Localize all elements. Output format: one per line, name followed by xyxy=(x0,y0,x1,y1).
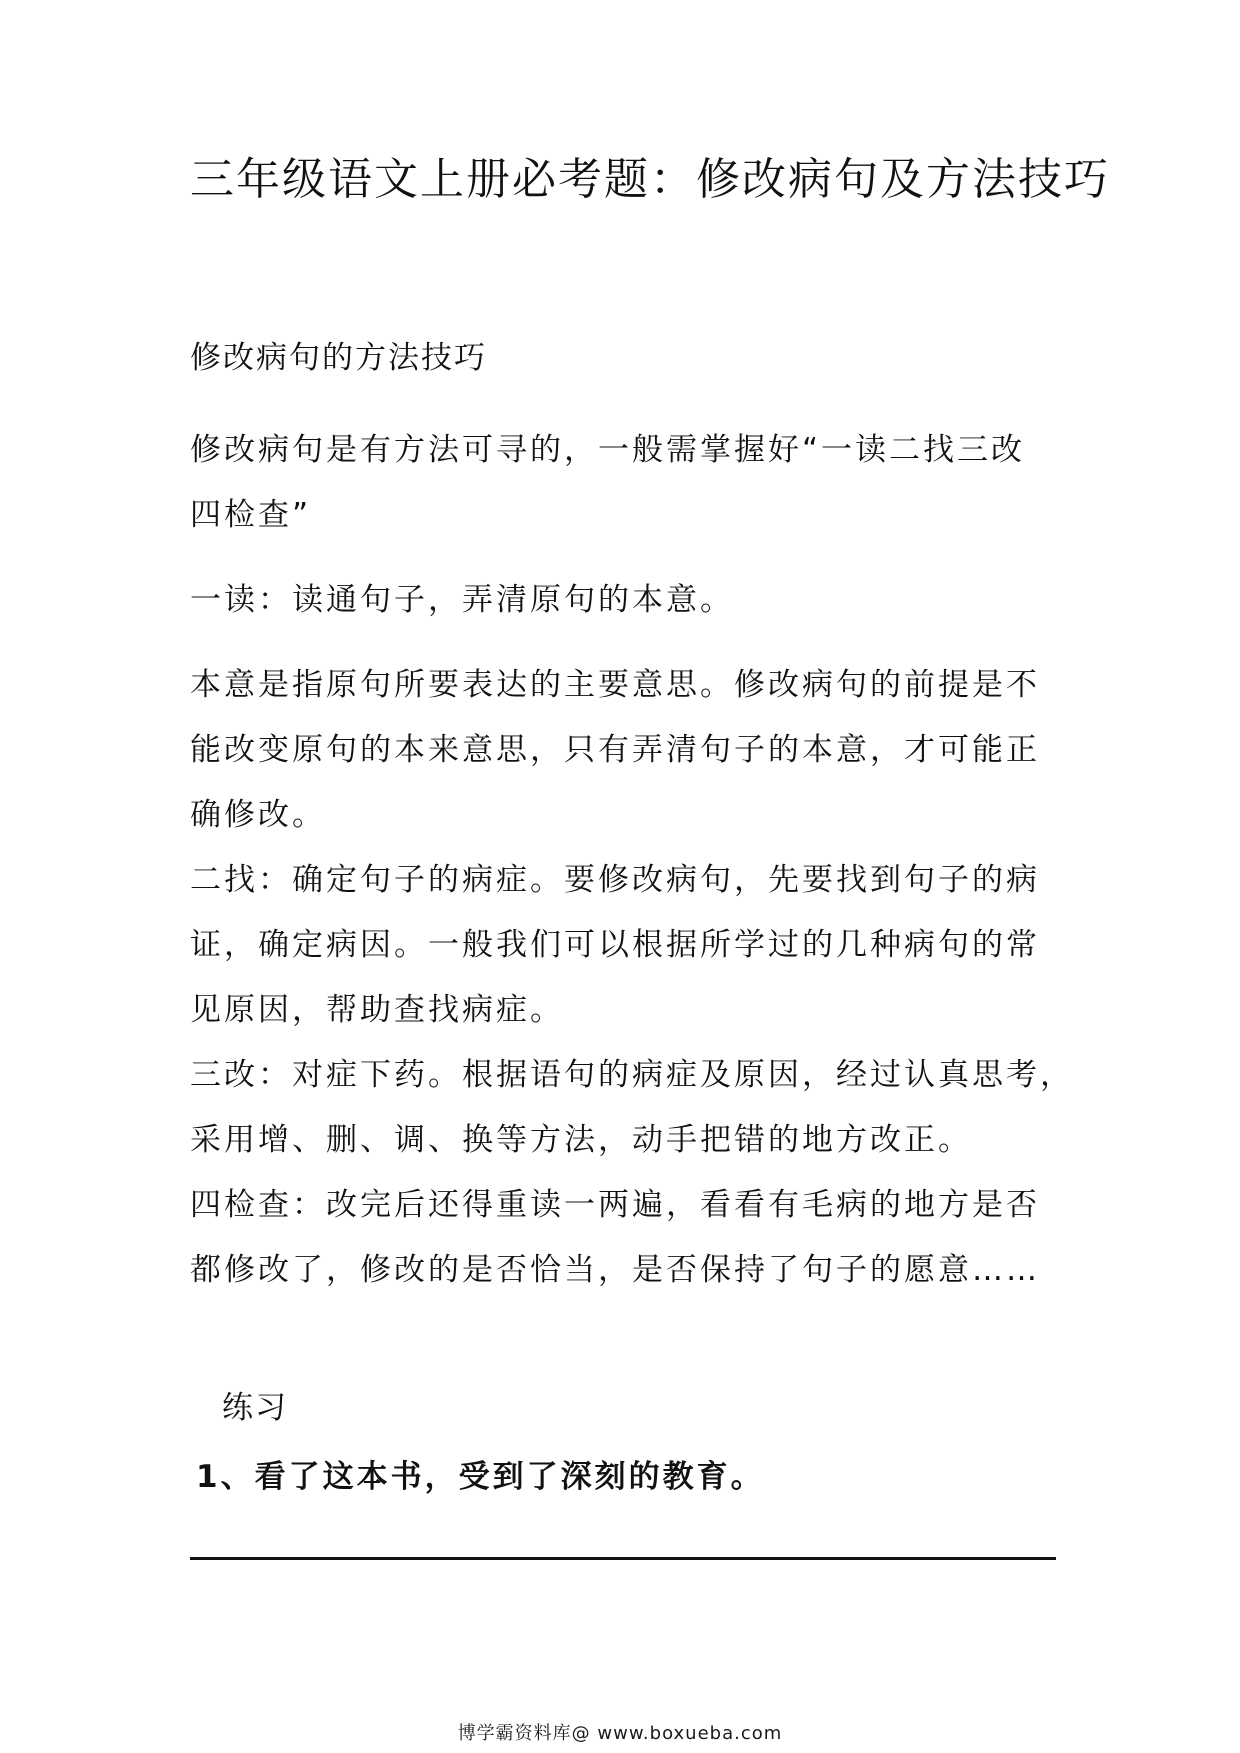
step3-line: 采用增、删、调、换等方法，动手把错的地方改正。 xyxy=(190,1122,972,1158)
step1-title xyxy=(190,568,1058,633)
section-heading: 修改病句的方法技巧 xyxy=(190,340,487,376)
step1-body-line: 确修改。 xyxy=(190,797,326,833)
step1-body-line: 本意是指原句所要表达的主要意思。修改病句的前提是不 xyxy=(190,667,1040,703)
step4-line: 四检查：改完后还得重读一两遍，看看有毛病的地方是否 xyxy=(190,1187,1040,1223)
intro-line: 修改病句是有方法可寻的，一般需掌握好“一读二找三改 xyxy=(190,432,1026,468)
step3-paragraph xyxy=(190,1043,1074,1173)
step4-line: 都修改了，修改的是否恰当，是否保持了句子的愿意…… xyxy=(190,1252,1040,1288)
step2-line: 见原因，帮助查找病症。 xyxy=(190,992,564,1028)
page-title: 三年级语文上册必考题：修改病句及方法技巧 xyxy=(190,154,1110,205)
step1-body xyxy=(190,653,1058,848)
step3-line: 三改：对症下药。根据语句的病症及原因，经过认真思考， xyxy=(190,1057,1074,1093)
step2-paragraph xyxy=(190,848,1058,1043)
step1-body-line: 能改变原句的本来意思，只有弄清句子的本意，才可能正 xyxy=(190,732,1040,768)
step4-paragraph xyxy=(190,1173,1058,1303)
practice-label: 练习 xyxy=(222,1390,288,1426)
intro-line: 四检查” xyxy=(190,497,312,533)
step1-title-line: 一读：读通句子，弄清原句的本意。 xyxy=(190,582,734,618)
question-1: 1、看了这本书，受到了深刻的教育。 xyxy=(196,1459,765,1495)
answer-line[interactable] xyxy=(190,1557,1056,1560)
watermark-footer: 博学霸资料库@ www.boxueba.com xyxy=(457,1723,783,1744)
step2-line: 二找：确定句子的病症。要修改病句，先要找到句子的病 xyxy=(190,862,1040,898)
step2-line: 证，确定病因。一般我们可以根据所学过的几种病句的常 xyxy=(190,927,1040,963)
intro-paragraph xyxy=(190,418,1058,548)
